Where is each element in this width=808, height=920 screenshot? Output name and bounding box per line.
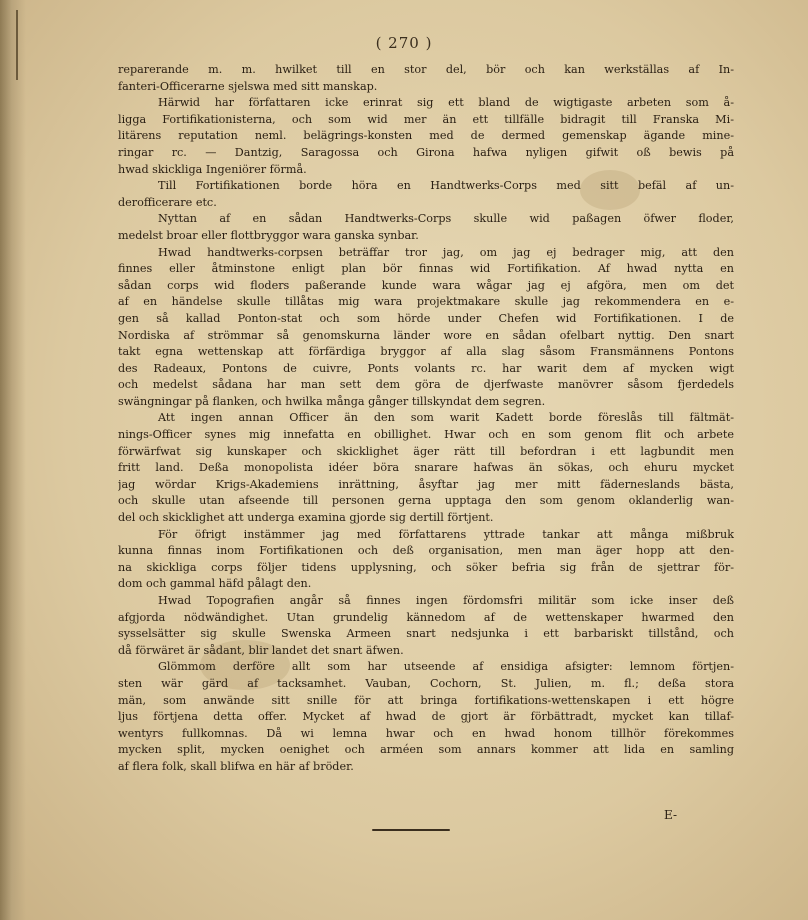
text-line: sten wär gärd af tacksamhet. Vauban, Cochorn, St. Julien, m. fl.; deßa stora	[118, 676, 734, 690]
text-line: na skickliga corps följer tidens upplysning, och söker befria sig från de sjettrar för-	[118, 560, 734, 574]
text-line: fanteri-Officerarne sjelswa med sitt manskap.	[118, 79, 378, 93]
text-line: Glömmom derföre allt som har utseende af ensidiga afsigter: lemnom förtjen-	[158, 660, 734, 674]
text-line: medelst broar eller flottbryggor wara ganska synbar.	[118, 228, 419, 242]
text-line: swängningar på flanken, och hwilka många gånger tillskyndat dem segren.	[118, 394, 546, 408]
text-line: des Radeaux, Pontons de cuivre, Ponts volants rc. har warit dem af mycken wigt	[118, 361, 734, 375]
text-line: och skulle utan afseende till personen gerna upptaga den som genom oklanderlig wan-	[118, 494, 734, 508]
text-line: dom och gammal häfd pålagt den.	[118, 577, 312, 591]
text-line: ringar rc. — Dantzig, Saragossa och Girona hafwa nyligen gifwit oß bewis på	[118, 145, 734, 159]
text-line: takt egna wettenskap att förfärdiga bryggor af alla slag såsom Fransmännens Pontons	[118, 345, 734, 359]
text-line: litärens reputation neml. belägrings-konsten med de dermed gemenskap ägande mine-	[118, 129, 734, 143]
body-text	[118, 62, 734, 776]
text-line: kunna finnas inom Fortifikationen och deß organisation, men man äger hopp att den-	[118, 544, 734, 558]
text-line: fritt land. Deßa monopolista idéer böra snarare hafwas än sökas, och ehuru mycket	[118, 461, 734, 475]
text-line: Till Fortifikationen borde höra en Handtwerks-Corps med sitt befäl af un-	[158, 179, 734, 193]
text-line: Hwad handtwerks-corpsen beträffar tror jag, om jag ej bedrager mig, att den	[158, 245, 734, 259]
text-line: wentyrs fullkomnas. Då wi lemna hwar och en hwad honom tillhör förekommes	[118, 726, 734, 740]
end-rule	[372, 829, 450, 831]
text-line: ligga Fortifikationisterna, och som wid mer än ett tillfälle bidragit till Franska Mi-	[118, 112, 734, 126]
text-line: derofficerare etc.	[118, 195, 217, 209]
text-line: mycken split, mycken oenighet och arméen som annars kommer att lida en samling	[118, 743, 734, 757]
text-line: förwärfwat sig kunskaper och skicklighet äger rätt till befordran i ett lagbundit men	[118, 444, 734, 458]
text-line: jag wördar Krigs-Akademiens inrättning, åsyftar jag mer mitt fäderneslands bästa,	[118, 477, 734, 491]
text-line: Härwid har författaren icke erinrat sig ett bland de wigtigaste arbeten som å-	[158, 96, 734, 110]
text-line: och medelst sådana har man sett dem göra de djerfwaste manövrer såsom fjerdedels	[118, 378, 734, 392]
text-line: Nordiska af strömmar så genomskurna länder wore en sådan ofelbart nyttig. Den snart	[118, 328, 734, 342]
text-line: af flera folk, skall blifwa en här af bröder.	[118, 759, 354, 773]
text-line: hwad skickliga Ingeniörer förmå.	[118, 162, 307, 176]
text-line: afgjorda nödwändighet. Utan grundelig kännedom af de wettenskaper hwarmed den	[118, 610, 734, 624]
text-line: af en händelse skulle tillåtas mig wara projektmakare skulle jag rekommendera en e-	[118, 295, 734, 309]
text-line: För öfrigt instämmer jag med författarens yttrade tankar att många mißbruk	[158, 527, 734, 541]
text-line: nings-Officer synes mig innefatta en obillighet. Hwar och en som genom flit och arbete	[118, 428, 734, 442]
text-line: ljus förtjena detta offer. Mycket af hwad de gjort är förbättradt, mycket kan tillaf-	[118, 710, 734, 724]
text-line: gen så kallad Ponton-stat och som hörde under Chefen wid Fortifikationen. I de	[118, 311, 734, 325]
text-line: sådan corps wid floders paßerande kunde wara wågar jag ej afgöra, men om det	[118, 278, 734, 292]
text-line: del och skicklighet att underga examina gjorde sig dertill förtjent.	[118, 511, 494, 525]
text-line: reparerande m. m. hwilket till en stor del, bör och kan werkställas af In-	[118, 63, 734, 76]
text-line: finnes eller åtminstone enligt plan bör finnas wid Fortifikation. Af hwad nytta en	[118, 262, 734, 276]
binding-gutter	[0, 0, 26, 920]
text-line: sysselsätter sig skulle Swenska Armeen snart nedsjunka i ett barbariskt tillstånd, och	[118, 627, 734, 641]
page-number: ( 270 )	[375, 34, 433, 52]
text-line: Hwad Topografien angår så finnes ingen fördomsfri militär som icke inser deß	[158, 594, 734, 607]
catchword: E-	[664, 808, 678, 822]
text-line: då förwäret är sådant, blir landet det snart äfwen.	[118, 643, 404, 657]
text-line: Nyttan af en sådan Handtwerks-Corps skulle wid paßagen öfwer floder,	[158, 212, 734, 226]
text-line: Att ingen annan Officer än den som warit Kadett borde föreslås till fältmät-	[158, 411, 734, 425]
text-line: män, som anwände sitt snille för att bringa fortifikations-wettenskapen i ett högre	[118, 693, 734, 707]
